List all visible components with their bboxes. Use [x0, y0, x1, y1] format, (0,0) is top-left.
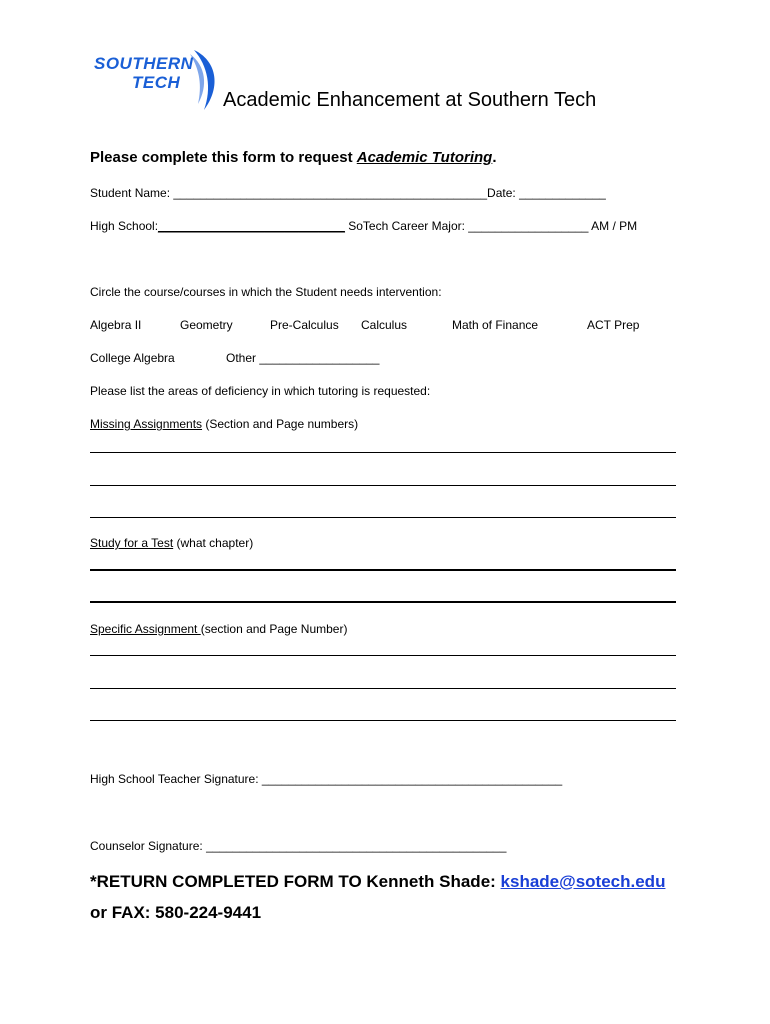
- course-geometry[interactable]: Geometry: [180, 318, 233, 332]
- study-for-test-label: Study for a Test: [90, 536, 174, 550]
- career-major-field[interactable]: SoTech Career Major: __________________ AM / PM: [344, 219, 638, 233]
- high-school-blank[interactable]: ____________________________: [158, 219, 345, 233]
- high-school-career-field[interactable]: [90, 219, 637, 233]
- specific-assignment-label: Specific Assignment: [90, 622, 201, 636]
- intro-prefix: Please complete this form to request: [90, 149, 357, 166]
- email-link[interactable]: kshade@sotech.edu: [500, 872, 666, 891]
- counselor-signature-field[interactable]: Counselor Signature: _____________________________________________: [90, 839, 507, 853]
- deficiency-instruction: Please list the areas of deficiency in which tutoring is requested:: [90, 384, 431, 398]
- study-for-test-heading: [90, 536, 253, 550]
- study-for-test-line-1[interactable]: [90, 569, 676, 571]
- study-for-test-line-2[interactable]: [90, 601, 676, 603]
- specific-assignment-line-1[interactable]: [90, 655, 676, 656]
- course-math-of-finance[interactable]: Math of Finance: [452, 318, 539, 332]
- logo-text-tech: TECH: [132, 73, 181, 92]
- course-calculus[interactable]: Calculus: [361, 318, 408, 332]
- course-act-prep[interactable]: ACT Prep: [587, 318, 640, 332]
- course-algebra-ii[interactable]: Algebra II: [90, 318, 142, 332]
- high-school-label: High School:: [90, 219, 159, 233]
- return-instruction: [90, 872, 665, 892]
- intro-emphasis: Academic Tutoring: [356, 149, 493, 166]
- course-other-field[interactable]: Other __________________: [226, 351, 380, 365]
- teacher-signature-field[interactable]: High School Teacher Signature: _____________________________________________: [90, 772, 563, 786]
- missing-assignments-line-2[interactable]: [90, 485, 676, 486]
- course-college-algebra[interactable]: College Algebra: [90, 351, 175, 365]
- missing-assignments-line-1[interactable]: [90, 452, 676, 453]
- course-pre-calculus[interactable]: Pre-Calculus: [270, 318, 339, 332]
- intro-suffix: .: [492, 149, 497, 166]
- missing-assignments-heading: [90, 417, 358, 431]
- form-intro: [90, 149, 497, 166]
- return-text: *RETURN COMPLETED FORM TO Kenneth Shade:: [90, 872, 501, 891]
- student-name-date-field[interactable]: Student Name: _______________________________________________Date: _____________: [90, 186, 606, 200]
- fax-number: or FAX: 580-224-9441: [90, 903, 262, 922]
- specific-assignment-line-3[interactable]: [90, 720, 676, 721]
- logo-text-southern: SOUTHERN: [94, 54, 194, 73]
- missing-assignments-label: Missing Assignments: [90, 417, 203, 431]
- specific-assignment-heading: [90, 622, 347, 636]
- missing-assignments-note: (Section and Page numbers): [202, 417, 359, 431]
- specific-assignment-note: (section and Page Number): [200, 622, 348, 636]
- specific-assignment-line-2[interactable]: [90, 688, 676, 689]
- missing-assignments-line-3[interactable]: [90, 517, 676, 518]
- study-for-test-note: (what chapter): [173, 536, 254, 550]
- course-instruction: Circle the course/courses in which the Student needs intervention:: [90, 285, 442, 299]
- southern-tech-logo: [88, 46, 228, 112]
- page-title: Academic Enhancement at Southern Tech: [223, 89, 597, 111]
